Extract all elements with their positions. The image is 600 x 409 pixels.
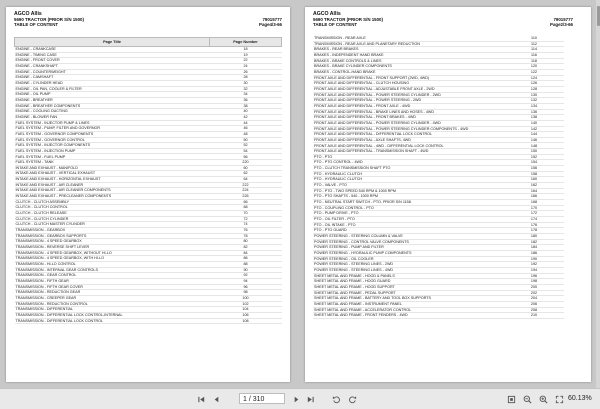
toc-entry-page: 198 [504,279,564,285]
toc-entry-title: PTO - PUMP DRIVE - PTO [313,211,504,217]
toc-entry-page: 106 [210,312,282,318]
toc-entry-title: FRONT AXLE AND DIFFERENTIAL - POWER STEERING - 2WD [313,98,504,104]
toc-entry-title: INTAKE AND EXHAUST - AIR CLEANER COMPONENTS [15,188,210,194]
toc-entry-title: PTO - COUPLING CONTROL - PTO [313,205,504,211]
toc-entry-page: 226 [210,194,282,200]
toc-entry-title: PTO - PTO GUARD [313,228,504,234]
toc-entry-title: SHEET METAL AND FRAME - INSTRUMENT PANEL [313,301,504,307]
toc-entry-page: 124 [504,75,564,81]
toc-entry-title: SHEET METAL AND FRAME - BATTERY AND TOOL BOX SUPPORTS [313,296,504,302]
toc-entry-title: FRONT AXLE AND DIFFERENTIAL - FRONT SUPPORT (2WD, 4WD) [313,75,504,81]
toc-entry-title: ENGINE - CYLINDER HEAD [15,80,210,86]
toc-entry-page: 26 [210,69,282,75]
zoom-level[interactable]: 60.13% [568,395,592,402]
scrollbar-thumb[interactable] [597,6,600,26]
toc-entry-title: CLUTCH - CLUTCH CYLINDER [15,216,210,222]
toc-entry-title: ENGINE - FRONT COVER [15,58,210,64]
toc-entry-title: TRANSMISSION - DIFFERENTIAL LOCK CONTROL-INTERNAL [15,312,210,318]
toc-row[interactable] [313,313,564,319]
model-title: 5690 TRACTOR (PRIOR S/N 1500) [14,17,84,22]
toc-entry-title: BRAKES - CONTROL-HAND BRAKE [313,69,504,75]
toc-entry-title: FUEL SYSTEM - FUEL PUMP [15,154,210,160]
toc-entry-title: PTO - PTO SHAFTS - 540 - 1000 RPM [313,194,504,200]
toc-entry-title: FUEL SYSTEM - TANK [15,160,210,166]
fit-page-icon[interactable] [505,393,517,405]
toc-entry-page: 128 [504,86,564,92]
page-number-input[interactable]: 1 / 310 [239,393,285,404]
brand-name: AGCO Allis [14,11,42,17]
zoom-out-icon[interactable] [521,393,533,405]
toc-entry-title: TRANSMISSION - GEARBOX SUPPORTS [15,233,210,239]
model-title: 5690 TRACTOR (PRIOR S/N 1500) [313,17,383,22]
toc-entry-title: FUEL SYSTEM - GOVERNOR CONTROL [15,137,210,143]
toc-entry-title: POWER STEERING - PUMP AND FILTER [313,245,504,251]
toc-entry-title: FRONT AXLE AND DIFFERENTIAL - POWER STEERING CYLINDER COMPONENTS - 4WD [313,126,504,132]
toc-entry-title: BRAKES - BRAKE CONTROLS & LINES [313,58,504,64]
toc-entry-page: 210 [504,313,564,319]
toc-entry-title: FUEL SYSTEM - INJECTOR PUMP & LINES [15,120,210,126]
toc-entry-page: 66 [210,199,282,205]
toc-entry-page: 54 [210,148,282,154]
toc-entry-page: 76 [210,228,282,234]
toc-entry-page: 222 [210,182,282,188]
toc-entry-page: 150 [504,149,564,155]
toc-entry-title: TRANSMISSION - REVERSE SHIFT LEVER [15,244,210,250]
page-header-left-2 [313,12,383,27]
toc-entry-page: 134 [504,103,564,109]
toc-entry-title: ENGINE - CRANKSHAFT [15,63,210,69]
toc-entry-page: 80 [210,239,282,245]
toc-entry-title: POWER STEERING - STEERING COLUMN & VALVE [313,233,504,239]
toc-entry-page: 132 [504,98,564,104]
toc-entry-page: 28 [210,75,282,81]
vertical-scrollbar[interactable] [596,0,600,388]
toc-entry-page: 19 [210,52,282,58]
doc-number: 79015777 [553,17,573,22]
toc-entry-page: 22 [210,58,282,64]
page-ref: Page2/3-66 [550,22,573,27]
toc-entry-title: CLUTCH - CLUTCH MASTER CYLINDER [15,222,210,228]
toc-entry-title: FRONT AXLE AND DIFFERENTIAL - POWER STEERING CYLINDER - 2WD [313,92,504,98]
toc-entry-title: TRANSMISSION - HI-LO CONTROL [15,261,210,267]
toc-entry-page: 152 [504,154,564,160]
toc-entry-title: SHEET METAL AND FRAME - HOOD SUPPORT [313,284,504,290]
toc-entry-title: TRANSMISSION - GEARBOX [15,228,210,234]
toc-entry-page: 96 [210,284,282,290]
toc-entry-title: TRANSMISSION - CREEPER GEAR [15,295,210,301]
prev-page-icon[interactable] [210,393,222,405]
toc-entry-title: ENGINE - COOLING DUCTING [15,109,210,115]
toc-body-left [15,47,282,324]
toc-entry-title: FRONT AXLE AND DIFFERENTIAL - AXLE SHAFTS, 4WD [313,137,504,143]
toc-entry-page: 146 [504,137,564,143]
toc-entry-title: POWER STEERING - CONTROL VALVE COMPONENTS [313,239,504,245]
page-header-right-2 [550,17,573,27]
toc-entry-page: 64 [210,177,282,183]
toc-entry-page: 104 [210,307,282,313]
toc-entry-title: TRANSMISSION - GEAR CONTROL [15,273,210,279]
toc-entry-page: 224 [210,188,282,194]
fullscreen-icon[interactable] [553,393,565,405]
toc-entry-page: 190 [504,256,564,262]
toc-entry-page: 88 [210,261,282,267]
toc-entry-page: 120 [504,64,564,70]
last-page-icon[interactable] [304,393,316,405]
toc-entry-title: ENGINE - BLOWER FAN [15,114,210,120]
toc-entry-page: 36 [210,97,282,103]
toc-entry-title: BRAKES - INDEPENDENT HAND BRAKE [313,52,504,58]
zoom-in-icon[interactable] [537,393,549,405]
toc-entry-page: 184 [504,245,564,251]
toc-entry-title: TRANSMISSION - DIFFERENTIAL LOCK CONTROL [15,318,210,324]
page-header-left [14,12,84,27]
toc-entry-title: SHEET METAL AND FRAME - HOOD & PANELS [313,273,504,279]
toc-entry-title: FUEL SYSTEM - INJECTION PUMP [15,148,210,154]
toc-entry-title: ENGINE - BREATHER [15,97,210,103]
toc-entry-page: 82 [210,244,282,250]
toc-entry-title: TRANSMISSION - FIFTH GEAR [15,278,210,284]
toc-entry-page: 56 [210,154,282,160]
toc-entry-title: TRANSMISSION - 4 SPEED GEARBOX [15,239,210,245]
toc-entry-title: CLUTCH - CLUTCH RELEASE [15,211,210,217]
toc-entry-page: 90 [210,267,282,273]
toc-entry-title: POWER STEERING - STEERING LINES - 4WD [313,267,504,273]
toc-entry-page: 168 [504,200,564,206]
toc-entry-page: 86 [210,256,282,262]
toc-entry-title: INTAKE AND EXHAUST - AIR CLEANER [15,182,210,188]
page-header-right-left [259,17,282,27]
toc-entry-page: 160 [504,177,564,183]
toc-entry-title: PTO - CLUTCH TRANSMISSION SHAFT PTO [313,166,504,172]
toc-entry-title: ENGINE - CRANKCASE [15,47,210,53]
toc-entry-title: ENGINE - COUNTERWEIGHT [15,69,210,75]
toc-entry-title: CLUTCH - CLUTCH CONTROL [15,205,210,211]
toc-entry-page: 154 [504,160,564,166]
toc-entry-page: 126 [504,81,564,87]
toc-entry-title: INTAKE AND EXHAUST - PRECLEANER COMPONENTS [15,194,210,200]
toc-entry-title: TRANSMISSION - REDUCTION CONTROL [15,301,210,307]
toc-entry-title: PTO - VALVE - PTO [313,183,504,189]
toc-entry-title: FUEL SYSTEM - INJECTOR COMPONENTS [15,143,210,149]
toc-entry-page: 178 [504,228,564,234]
toc-entry-page: 174 [504,217,564,223]
toc-entry-title: FRONT AXLE AND DIFFERENTIAL - CLUTCH HOUSING [313,81,504,87]
toc-entry-page: 108 [210,318,282,324]
toc-entry-page: 40 [210,109,282,115]
toc-entry-page: 148 [504,143,564,149]
toc-entry-title: FRONT AXLE AND DIFFERENTIAL - FRONT AXLE - 4WD [313,103,504,109]
toc-entry-page: 158 [504,171,564,177]
toc-entry-title: FRONT AXLE AND DIFFERENTIAL - POWER STEERING CYLINDER - 4WD [313,120,504,126]
rotate-cw-icon[interactable] [346,393,358,405]
toc-entry-page: 138 [504,115,564,121]
toc-entry-page: 42 [210,114,282,120]
toc-entry-page: 84 [210,250,282,256]
toc-body-right [313,36,564,318]
first-page-icon[interactable] [195,393,207,405]
toc-entry-page: 164 [504,188,564,194]
toc-entry-page: 72 [210,216,282,222]
toc-entry-title: PTO - HYDRAULIC CLUTCH [313,171,504,177]
toc-entry-page: 70 [210,211,282,217]
toc-entry-title: FRONT AXLE AND DIFFERENTIAL - FRONT BRAKES - 4WD [313,115,504,121]
toc-entry-title: BRAKES - REAR BRAKES [313,47,504,53]
toc-entry-page: 180 [504,233,564,239]
toc-entry-title: FUEL SYSTEM - PUMP, FILTER AND GOVERNOR [15,126,210,132]
rotate-ccw-icon[interactable] [330,393,342,405]
doc-number: 79015777 [262,17,282,22]
toc-entry-title: CLUTCH - CLUTCH ASSEMBLY [15,199,210,205]
toc-entry-page: 110 [504,36,564,41]
toc-table-right [313,36,564,319]
toc-entry-page: 102 [210,301,282,307]
toc-entry-title: BRAKES - BRAKE CYLINDER COMPONENTS [313,64,504,70]
col-page-title: Page Title [15,38,210,47]
toc-entry-page: 166 [504,194,564,200]
toc-entry-page: 204 [504,296,564,302]
toc-entry-page: 50 [210,137,282,143]
brand-name: AGCO Allis [313,11,341,17]
toc-entry-title: ENGINE - TIMING CASE [15,52,210,58]
toc-entry-title: TRANSMISSION - REAR AXLE [313,36,504,41]
toc-entry-page: 162 [504,183,564,189]
toc-entry-page: 68 [210,205,282,211]
next-page-icon[interactable] [290,393,302,405]
toc-entry-page: 194 [504,267,564,273]
toc-entry-title: PTO - PTO CONTROL - 4WD [313,160,504,166]
col-page-number: Page Number [210,38,282,47]
toc-entry-page: 144 [504,132,564,138]
toc-entry-title: PTO - PTO [313,154,504,160]
toc-entry-page: 220 [210,160,282,166]
toc-entry-title: PTO - HYDRAULIC CLUTCH [313,177,504,183]
toc-entry-title: INTAKE AND EXHAUST - HORIZONTAL EXHAUST [15,177,210,183]
toc-entry-page: 202 [504,290,564,296]
toc-heading: TABLE OF CONTENT [14,22,59,27]
toc-entry-page: 98 [210,290,282,296]
toc-entry-page: 32 [210,86,282,92]
toc-entry-page: 62 [210,171,282,177]
toc-entry-page: 34 [210,92,282,98]
toc-entry-page: 60 [210,165,282,171]
toc-entry-title: ENGINE - OIL PAN, COOLER & FILTER [15,86,210,92]
toc-entry-page: 92 [210,273,282,279]
pdf-page-right [305,7,591,382]
toc-entry-title: TRANSMISSION - 4 SPEED GEARBOX, WITH HI-LO [15,256,210,262]
toc-entry-title: FRONT AXLE AND DIFFERENTIAL - TRANSMISSION SHAFT - 4WD [313,149,504,155]
toc-entry-page: 114 [504,47,564,53]
toc-entry-page: 192 [504,262,564,268]
toc-header-row [15,38,282,47]
toc-entry-page: 136 [504,109,564,115]
toc-entry-title: POWER STEERING - HYDRAULIC PUMP COMPONENTS [313,250,504,256]
toc-entry-page: 30 [210,80,282,86]
toc-entry-page: 206 [504,301,564,307]
toc-entry-page: 74 [210,222,282,228]
toc-entry-title: FUEL SYSTEM - GOVERNOR COMPONENTS [15,131,210,137]
toc-entry-title: TRANSMISSION - DIFFERENTIAL [15,307,210,313]
toc-entry-title: PTO - PTO - TWO SPEED 540 RPM & 1000 RPM [313,188,504,194]
toc-entry-page: 176 [504,222,564,228]
toc-entry-page: 48 [210,131,282,137]
toc-entry-page: 44 [210,120,282,126]
toc-entry-page: 172 [504,211,564,217]
toc-entry-page: 196 [504,273,564,279]
toc-entry-title: INTAKE AND EXHAUST - MANIFOLD [15,165,210,171]
toc-entry-page: 142 [504,126,564,132]
toc-entry-page: 122 [504,69,564,75]
toc-entry-title: SHEET METAL AND FRAME - ACCELERATOR CONTROL [313,307,504,313]
toc-entry-title: FRONT AXLE AND DIFFERENTIAL - ADJUSTABLE FRONT AXLE - 2WD [313,86,504,92]
toc-entry-page: 24 [210,63,282,69]
toc-entry-title: PTO - NEUTRAL START SWITCH - PTO, PRIOR S/N 1158 [313,200,504,206]
toc-entry-title: SHEET METAL AND FRAME - PEDAL SUPPORT [313,290,504,296]
toc-entry-title: TRANSMISSION - REDUCTION GEAR [15,290,210,296]
toc-entry-title: TRANSMISSION - REAR AXLE AND PLANETARY REDUCTION [313,41,504,47]
toc-entry-page: 208 [504,307,564,313]
toc-entry-page: 100 [210,295,282,301]
toc-heading: TABLE OF CONTENT [313,22,358,27]
toc-entry-title: SHEET METAL AND FRAME - HOOD GUARD [313,279,504,285]
toc-entry-title: POWER STEERING - STEERING LINES - 2WD [313,262,504,268]
toc-row[interactable] [15,318,282,324]
toc-entry-page: 130 [504,92,564,98]
toc-entry-title: FRONT AXLE AND DIFFERENTIAL - DIFFERENTIAL LOCK CONTROL [313,132,504,138]
toc-entry-page: 140 [504,120,564,126]
toc-entry-page: 200 [504,284,564,290]
toc-entry-page: 94 [210,278,282,284]
viewer-toolbar [0,388,600,409]
toc-entry-page: 112 [504,41,564,47]
toc-entry-title: ENGINE - CAMSHAFT [15,75,210,81]
toc-entry-page: 170 [504,205,564,211]
toc-entry-title: ENGINE - BREATHER COMPONENTS [15,103,210,109]
toc-entry-title: PTO - OIL FILTER - PTO [313,217,504,223]
toc-entry-title: PTO - OIL INTAKE - PTO [313,222,504,228]
toc-entry-page: 18 [210,47,282,53]
toc-entry-title: ENGINE - OIL PUMP [15,92,210,98]
toc-entry-page: 116 [504,52,564,58]
toc-entry-page: 156 [504,166,564,172]
toc-entry-title: INTAKE AND EXHAUST - VERTICAL EXHAUST [15,171,210,177]
toc-entry-page: 182 [504,239,564,245]
toc-entry-page: 78 [210,233,282,239]
toc-table-left [14,37,282,324]
toc-entry-title: POWER STEERING - OIL COOLER [313,256,504,262]
toc-entry-page: 46 [210,126,282,132]
toc-entry-page: 186 [504,250,564,256]
toc-entry-title: FRONT AXLE AND DIFFERENTIAL - 4WD - DIFFERENTIAL LOCK CONTROL [313,143,504,149]
toc-entry-page: 52 [210,143,282,149]
page-ref: Page4/3-66 [259,22,282,27]
toc-entry-page: 118 [504,58,564,64]
toc-entry-title: FRONT AXLE AND DIFFERENTIAL - BRAKE LINES AND HOSES - 4WD [313,109,504,115]
toc-entry-title: TRANSMISSION - INTERNAL GEAR CONTROLS [15,267,210,273]
toc-entry-title: TRANSMISSION - FIFTH GEAR COVER [15,284,210,290]
toc-entry-title: TRANSMISSION - 4 SPEED GEARBOX, WITHOUT HI-LO [15,250,210,256]
pdf-page-left [6,7,290,382]
toc-entry-title: SHEET METAL AND FRAME - FRONT FENDERS - 4WD [313,313,504,319]
toc-entry-page: 38 [210,103,282,109]
